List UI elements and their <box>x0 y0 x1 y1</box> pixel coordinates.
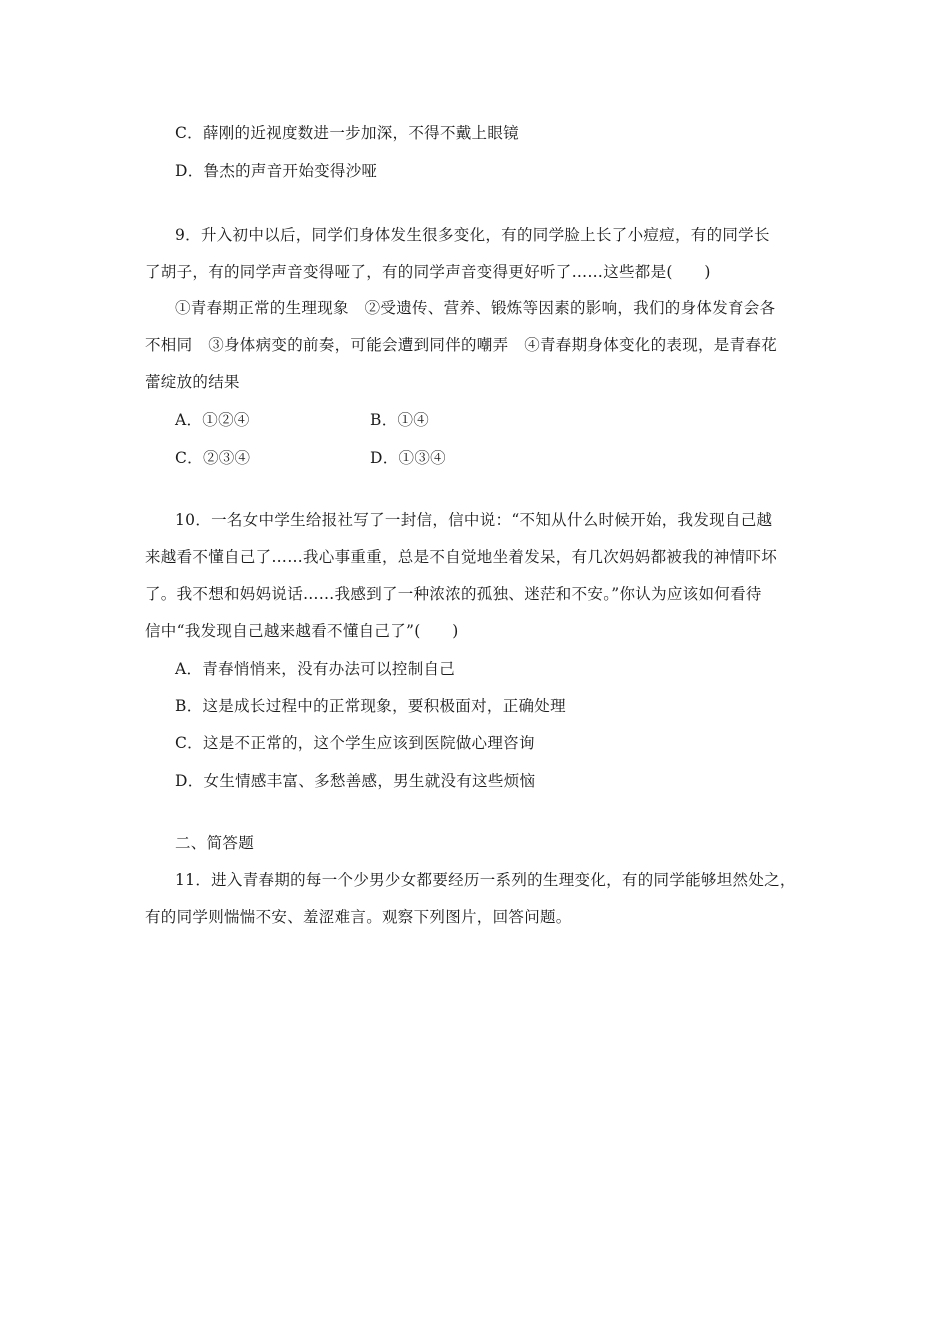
q9-statements-line1: ①青春期正常的生理现象 ②受遗传、营养、锻炼等因素的影响，我们的身体发育会各 <box>175 299 776 317</box>
q10-option-a: A．青春悄悄来，没有办法可以控制自己 <box>175 660 456 678</box>
q10-stem-line3: 了。我不想和妈妈说话……我感到了一种浓浓的孤独、迷茫和不安。”你认为应该如何看待 <box>145 585 762 603</box>
q8-option-d: D．鲁杰的声音开始变得沙哑 <box>175 162 378 180</box>
q8-option-c: C．薛刚的近视度数进一步加深，不得不戴上眼镜 <box>175 124 519 142</box>
q9-statements-line2: 不相同 ③身体病变的前奏，可能会遭到同伴的嘲弄 ④青春期身体变化的表现，是青春花 <box>145 336 778 354</box>
q10-option-d: D．女生情感丰富、多愁善感，男生就没有这些烦恼 <box>175 772 536 790</box>
q11-stem-line2: 有的同学则惴惴不安、羞涩难言。观察下列图片，回答问题。 <box>145 908 572 926</box>
q10-stem-line4: 信中“我发现自己越来越看不懂自己了”( ) <box>145 622 459 640</box>
section-heading: 二、简答题 <box>175 834 255 852</box>
q11-stem-line1: 11．进入青春期的每一个少男少女都要经历一系列的生理变化，有的同学能够坦然处之， <box>175 871 796 889</box>
q9-option-a: A．①②④ <box>175 411 250 429</box>
q10-option-b: B．这是成长过程中的正常现象，要积极面对，正确处理 <box>175 697 566 715</box>
q10-option-c: C．这是不正常的，这个学生应该到医院做心理咨询 <box>175 734 535 752</box>
q10-stem-line1: 10．一名女中学生给报社写了一封信，信中说：“不知从什么时候开始，我发现自己越 <box>175 511 773 529</box>
q9-statements-line3: 蕾绽放的结果 <box>145 373 240 391</box>
q10-stem-line2: 来越看不懂自己了……我心事重重，总是不自觉地坐着发呆，有几次妈妈都被我的神情吓坏 <box>145 548 778 566</box>
q9-option-b: B．①④ <box>370 411 430 429</box>
q9-stem-line2: 了胡子，有的同学声音变得哑了，有的同学声音变得更好听了……这些都是( ) <box>145 263 711 281</box>
q9-option-d: D．①③④ <box>370 449 446 467</box>
q9-option-c: C．②③④ <box>175 449 251 467</box>
q9-stem-line1: 9．升入初中以后，同学们身体发生很多变化，有的同学脸上长了小痘痘，有的同学长 <box>175 226 770 244</box>
